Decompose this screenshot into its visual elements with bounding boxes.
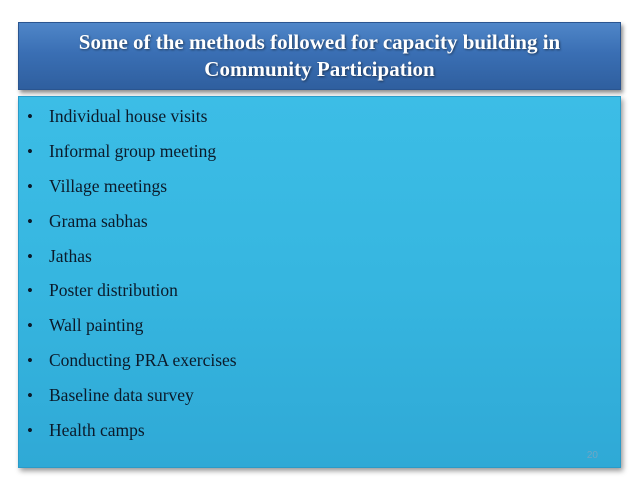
list-item-text: Grama sabhas [49,210,148,231]
list-item [27,280,237,315]
list-item-text: Individual house visits [49,106,208,126]
list-item-text: Conducting PRA exercises [49,350,237,371]
list-item-text: Health camps [49,420,145,441]
list-item-text: Informal group meeting [49,140,217,161]
bullet-icon: • [27,211,33,231]
list-item [27,176,237,211]
bullet-icon: • [27,107,33,126]
bullet-icon: • [27,421,33,441]
title-box [18,22,621,90]
slide-title: Some of the methods followed for capacity building in Community Participation [78,30,561,81]
list-item [27,141,237,176]
content-box [18,96,621,468]
list-item [27,106,237,141]
list-item [27,246,237,281]
bullet-icon: • [27,351,33,371]
page-number: 20 [586,450,598,461]
bullet-icon: • [27,141,33,161]
bullet-icon: • [27,386,33,406]
list-item-text: Jathas [49,245,92,266]
list-item [27,420,237,455]
bullet-icon: • [27,281,33,301]
list-item [27,350,237,385]
list-item-text: Poster distribution [49,280,178,301]
list-item-text: Village meetings [49,175,168,196]
list-item-text: Baseline data survey [49,385,194,406]
list-item-text: Wall painting [49,315,144,336]
bullet-list [27,106,237,455]
list-item [27,385,237,420]
list-item [27,315,237,350]
bullet-icon: • [27,316,33,336]
bullet-icon: • [27,246,33,266]
list-item [27,211,237,246]
bullet-icon: • [27,176,33,196]
